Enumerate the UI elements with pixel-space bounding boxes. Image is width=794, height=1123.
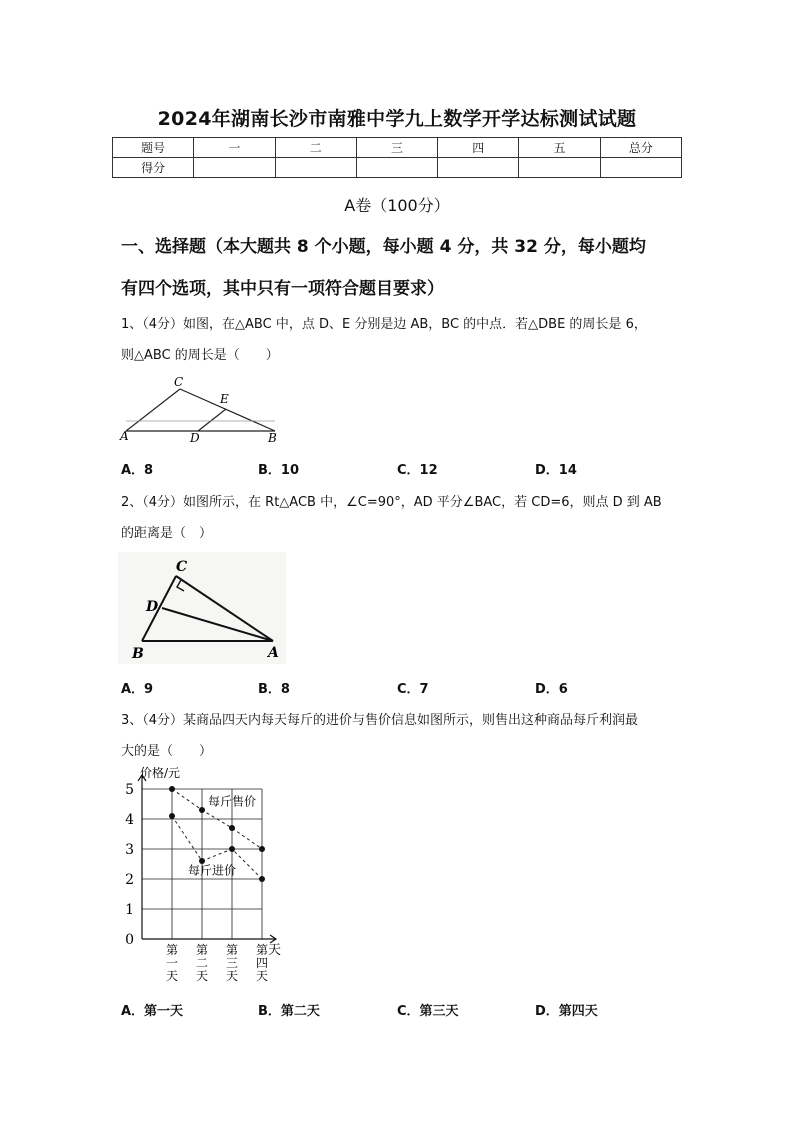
score-cell[interactable] — [438, 158, 519, 178]
q1-text-line2: 则△ABC 的周长是（ ） — [121, 348, 279, 363]
score-header-cell: 一 — [194, 138, 275, 158]
q3-text-line1: 3、（4分）某商品四天内每天每斤的进价与售价信息如图所示，则售出这种商品每斤利润最 — [121, 713, 639, 728]
chart-x-axis-label: 天 — [268, 943, 282, 958]
q1-edge-de — [198, 409, 226, 431]
chart-data-point — [229, 846, 235, 852]
q2-label-c: C — [176, 559, 188, 575]
score-header-cell: 题号 — [113, 138, 194, 158]
score-header-cell: 总分 — [600, 138, 681, 158]
q1-label-b: B — [268, 431, 277, 445]
chart-series-label-sell: 每斤售价 — [208, 794, 257, 809]
section-heading-line1: 一、选择题（本大题共 8 个小题，每小题 4 分，共 32 分，每小题均 — [121, 237, 646, 257]
score-header-cell: 五 — [519, 138, 600, 158]
q1-option-d[interactable]: D．14 — [535, 463, 577, 478]
score-cell[interactable] — [600, 158, 681, 178]
q3-option-c[interactable]: C．第三天 — [397, 1004, 459, 1019]
q2-triangle-figure — [118, 552, 286, 664]
q1-edge-ac — [126, 389, 180, 431]
chart-data-point — [199, 807, 205, 813]
score-table — [112, 137, 682, 178]
q2-label-a: A — [268, 645, 279, 661]
score-cell[interactable] — [275, 158, 356, 178]
q3-option-a[interactable]: A．第一天 — [121, 1004, 184, 1019]
score-header-cell: 四 — [438, 138, 519, 158]
q3-option-b[interactable]: B．第二天 — [258, 1004, 320, 1019]
q2-label-b: B — [132, 646, 144, 662]
q3-option-d[interactable]: D．第四天 — [535, 1004, 598, 1019]
chart-x-tick-label: 第一天 — [165, 943, 179, 983]
q1-label-d: D — [190, 431, 200, 445]
q1-label-a: A — [120, 429, 129, 443]
q2-text-line2: 的距离是（ ） — [121, 526, 213, 541]
q2-option-d[interactable]: D．6 — [535, 682, 568, 697]
score-table-score-row — [113, 158, 682, 178]
q2-option-c[interactable]: C．7 — [397, 682, 429, 697]
score-table-header-row — [113, 138, 682, 158]
chart-x-tick-label: 第四天 — [255, 943, 269, 983]
section-heading-line2: 有四个选项，其中只有一项符合题目要求） — [121, 279, 444, 299]
score-cell[interactable] — [356, 158, 437, 178]
chart-y-axis-label: 价格/元 — [140, 766, 181, 780]
score-row-label: 得分 — [113, 158, 194, 178]
chart-x-tick-label: 第三天 — [225, 943, 239, 983]
q1-label-c: C — [174, 375, 184, 389]
chart-ticks — [125, 782, 268, 983]
score-header-cell: 二 — [275, 138, 356, 158]
page-title: 2024年湖南长沙市南雅中学九上数学开学达标测试试题 — [157, 108, 637, 130]
chart-y-tick-label: 2 — [125, 872, 134, 888]
chart-data-point — [259, 876, 265, 882]
chart-data-point — [169, 813, 175, 819]
chart-data-point — [169, 786, 175, 792]
q1-option-b[interactable]: B．10 — [258, 463, 299, 478]
chart-y-tick-label: 1 — [125, 902, 134, 918]
q1-option-c[interactable]: C．12 — [397, 463, 438, 478]
chart-y-tick-label: 0 — [125, 932, 134, 948]
chart-data-point — [259, 846, 265, 852]
score-cell[interactable] — [194, 158, 275, 178]
chart-series-label-cost: 每斤进价 — [188, 863, 237, 878]
q1-triangle-figure — [118, 372, 283, 450]
chart-y-tick-label: 5 — [125, 782, 134, 798]
q1-label-e: E — [220, 392, 229, 406]
chart-y-tick-label: 4 — [125, 812, 134, 828]
q2-option-a[interactable]: A．9 — [121, 682, 154, 697]
chart-labels — [140, 765, 281, 958]
volume-heading: A卷（100分） — [344, 196, 450, 215]
q1-text-line1: 1、（4分）如图，在△ABC 中，点 D、E 分别是边 AB，BC 的中点．若△DBE 的周长是 6， — [121, 317, 647, 332]
q3-text-line2: 大的是（ ） — [121, 744, 213, 759]
q3-price-chart — [118, 760, 288, 988]
q2-option-b[interactable]: B．8 — [258, 682, 290, 697]
q2-text-line1: 2、（4分）如图所示，在 Rt△ACB 中，∠C=90°，AD 平分∠BAC，若 CD=6，则点 D 到 AB — [121, 495, 662, 510]
chart-y-tick-label: 3 — [125, 842, 134, 858]
q2-label-d: D — [146, 599, 159, 615]
chart-x-tick-label: 第二天 — [195, 943, 209, 983]
score-header-cell: 三 — [356, 138, 437, 158]
score-cell[interactable] — [519, 158, 600, 178]
q1-option-a[interactable]: A．8 — [121, 463, 154, 478]
chart-data-point — [229, 825, 235, 831]
